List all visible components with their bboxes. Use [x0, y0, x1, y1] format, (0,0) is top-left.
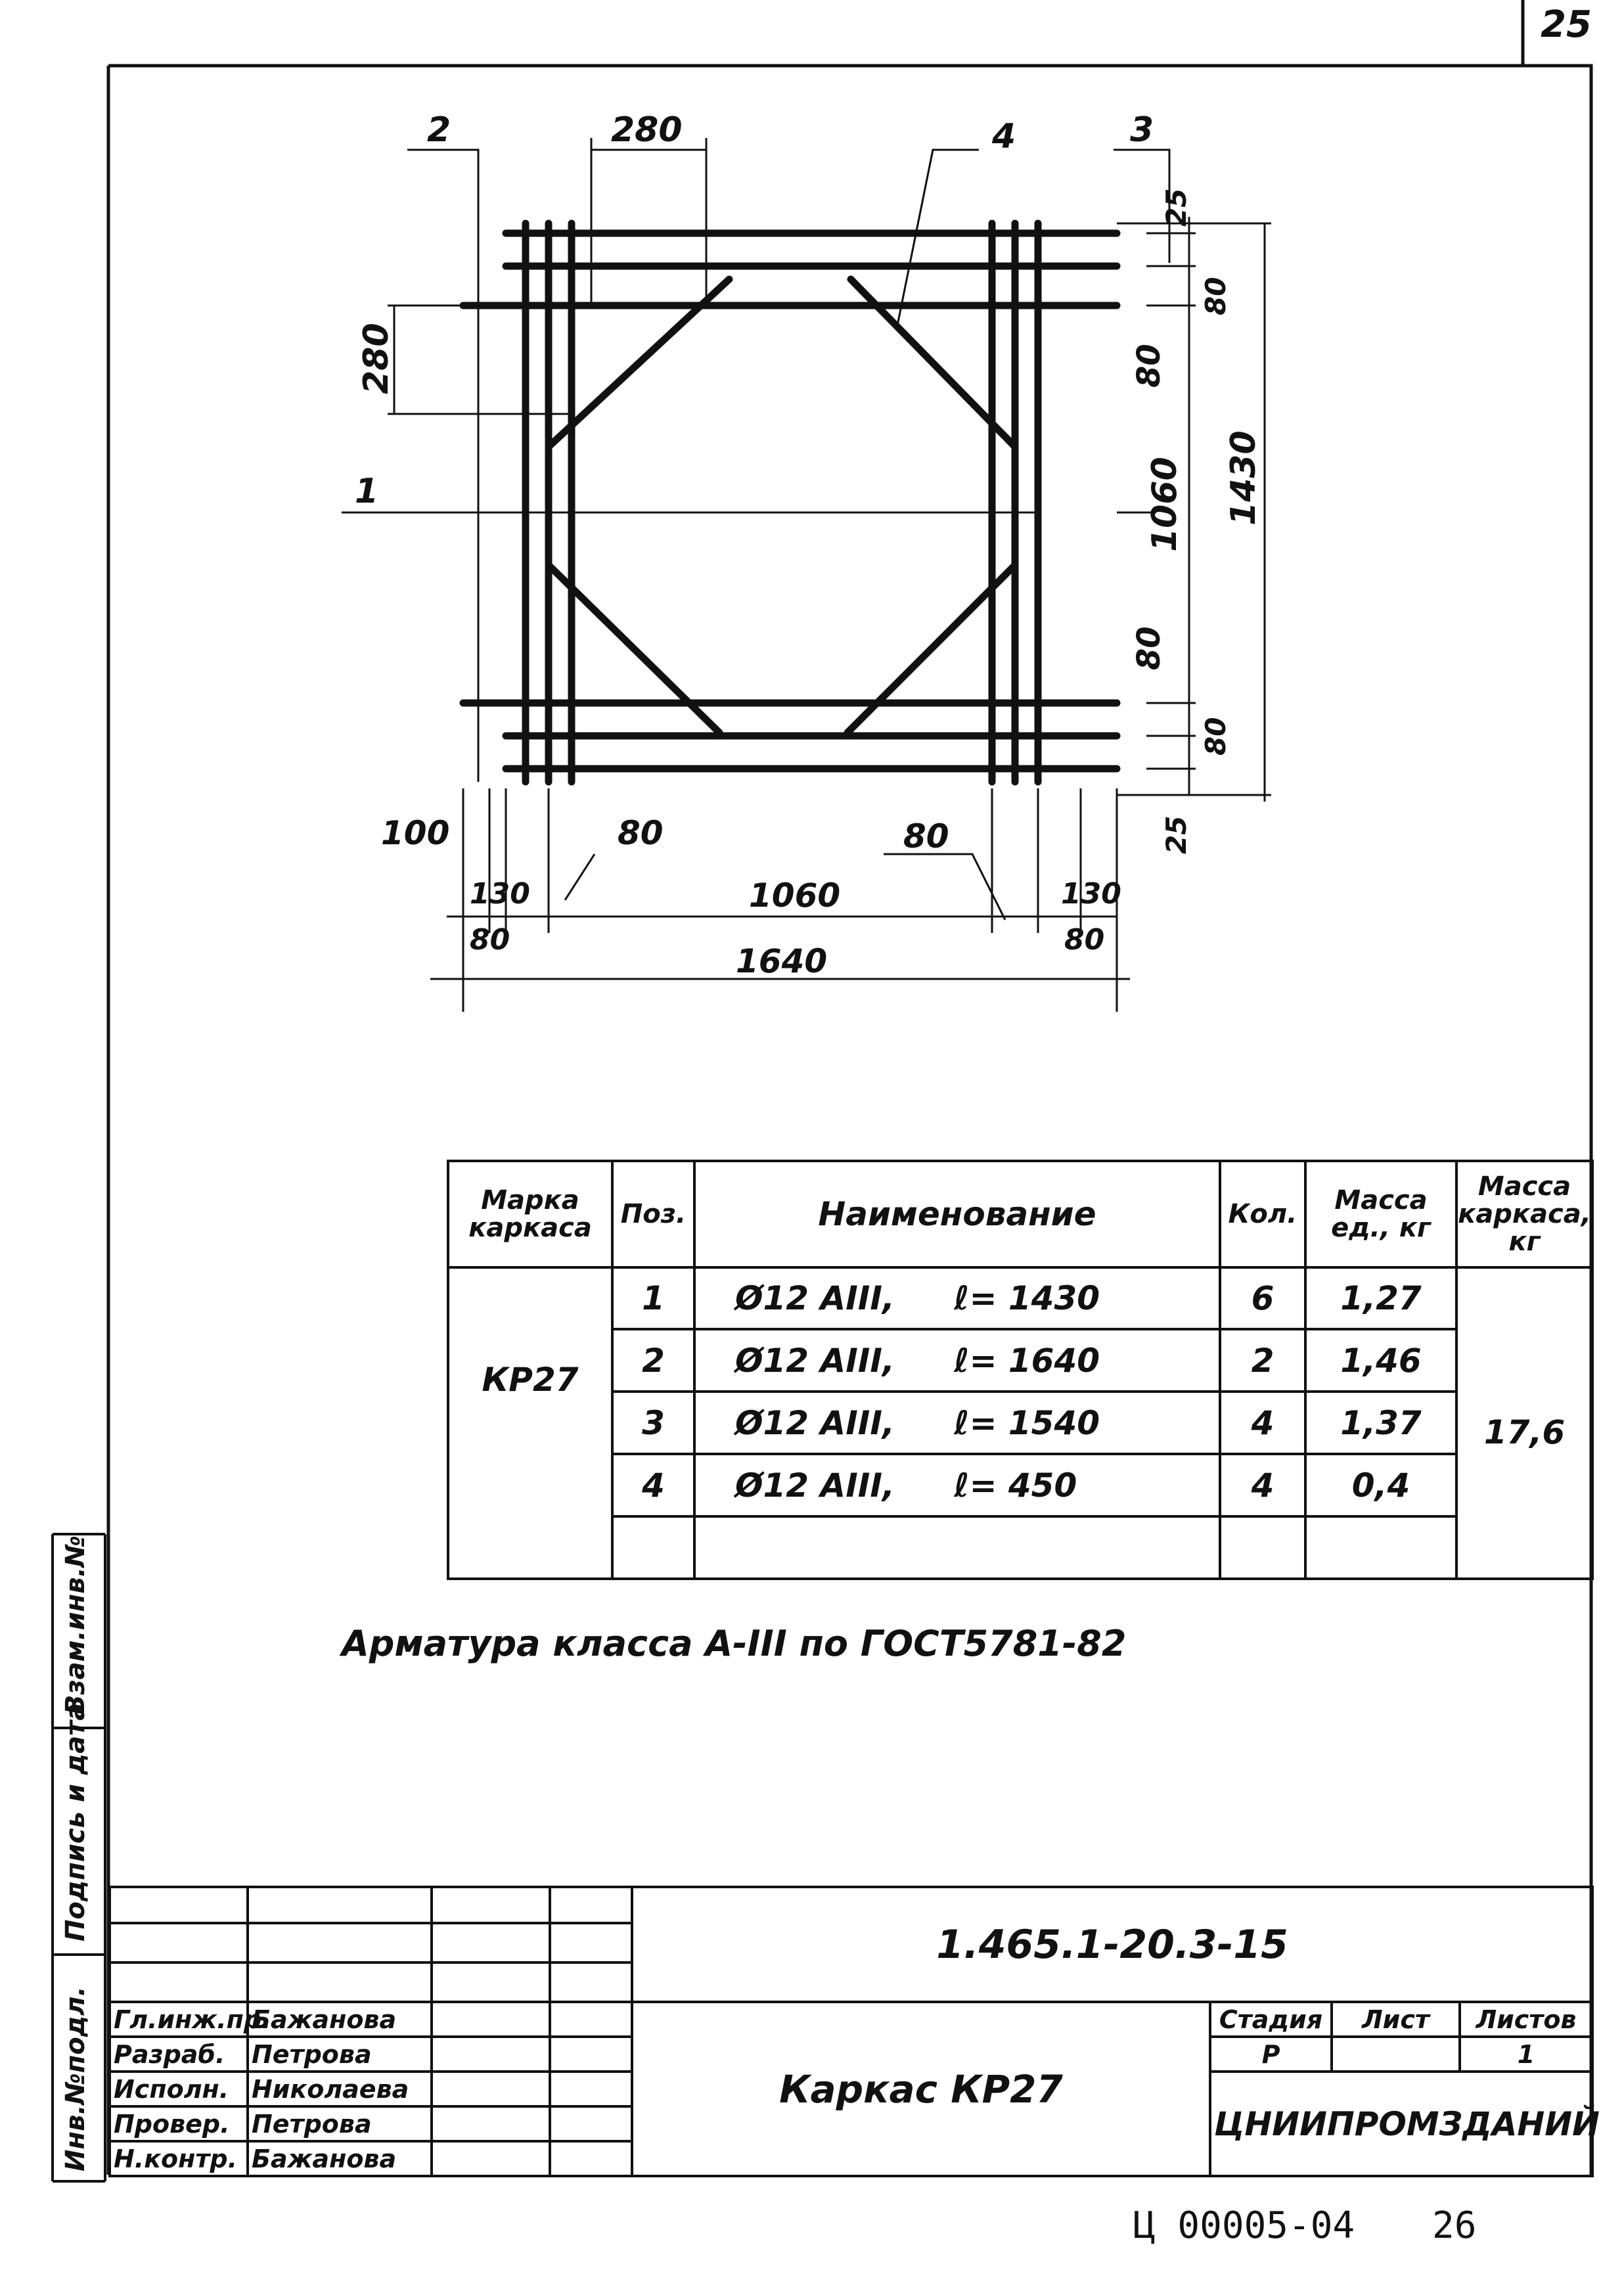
- unit-mass-cell: 1,27: [1305, 1267, 1456, 1330]
- staff-role: Разраб.: [110, 2037, 248, 2072]
- staff-role: Провер.: [110, 2106, 248, 2141]
- organization: ЦНИИПРОМЗДАНИЙ: [1214, 2104, 1600, 2143]
- staff-signature: [432, 2002, 550, 2037]
- staff-role: Исполн.: [110, 2072, 248, 2106]
- staff-name: Бажанова: [248, 2002, 432, 2037]
- staff-role: Н.контр.: [110, 2141, 248, 2176]
- staff-name: Петрова: [248, 2037, 432, 2072]
- qty-cell: 6: [1220, 1267, 1305, 1330]
- stage-label: Стадия: [1210, 2002, 1332, 2037]
- rebar-note: Арматура класса А-III по ГОСТ5781-82: [342, 1623, 1127, 1664]
- side-stamp-sign-date: Подпись и дата: [60, 1702, 91, 1941]
- frame-mark-cell: КР27: [448, 1267, 612, 1579]
- sheets-label: Листов: [1460, 2002, 1592, 2037]
- dim-bottom-130-left: 130: [470, 877, 530, 911]
- staff-name: Николаева: [248, 2072, 432, 2106]
- sheet-value: [1332, 2037, 1460, 2072]
- dim-right-80-inner-top: 80: [1131, 344, 1167, 388]
- qty-cell: 4: [1220, 1392, 1305, 1454]
- col-unit-mass-header: Масса ед., кг: [1305, 1161, 1456, 1267]
- pos-cell: 4: [612, 1454, 694, 1516]
- dim-left-280: 280: [357, 323, 396, 394]
- col-qty-header: Кол.: [1220, 1161, 1305, 1267]
- doc-code: 1.465.1-20.3-15: [936, 1921, 1288, 1968]
- specification-table: [447, 1160, 1594, 1580]
- col-frame-mass-header: Масса каркаса, кг: [1456, 1161, 1592, 1267]
- unit-mass-cell: 1,37: [1305, 1392, 1456, 1454]
- diagonal-bars: [549, 279, 1015, 733]
- footer-page: 26: [1432, 2204, 1477, 2247]
- pos-label-2: 2: [427, 110, 451, 150]
- side-stamp-inv-no: Инв.№подл.: [60, 1986, 91, 2171]
- dim-bottom-80-left: 80: [470, 923, 510, 957]
- table-row: [448, 1392, 1592, 1454]
- stage-value: Р: [1210, 2037, 1332, 2072]
- footer-code: Ц 00005-04: [1133, 2204, 1355, 2247]
- dim-right-25-bottom: 25: [1160, 815, 1192, 854]
- frame-mass-cell: 17,6: [1456, 1267, 1592, 1579]
- side-stamp-replace-inv: Взам.инв.№: [60, 1535, 91, 1715]
- horizontal-bars: [463, 233, 1117, 769]
- dim-bottom-130-right: 130: [1061, 877, 1121, 911]
- dim-right-25-top: 25: [1160, 188, 1192, 227]
- pos-cell: 2: [612, 1329, 694, 1392]
- org-cell: [1210, 2072, 1600, 2176]
- qty-cell: 2: [1220, 1329, 1305, 1392]
- title-block: [108, 1886, 1600, 2177]
- sheets-value: 1: [1460, 2037, 1592, 2072]
- table-row: [448, 1267, 1592, 1330]
- dim-right-1060: 1060: [1145, 457, 1184, 552]
- pos-cell: 1: [612, 1267, 694, 1330]
- drawing-title-cell: [632, 2002, 1210, 2176]
- dim-right-80-inner-bottom: 80: [1131, 626, 1167, 670]
- staff-signature: [432, 2072, 550, 2106]
- name-cell: Ø12 АIII, ℓ= 1540: [694, 1392, 1220, 1454]
- name-cell: Ø12 АIII, ℓ= 1640: [694, 1329, 1220, 1392]
- name-cell: Ø12 АIII, ℓ= 1430: [694, 1267, 1220, 1330]
- dim-bottom-1060: 1060: [749, 876, 841, 915]
- dim-bottom-100: 100: [381, 814, 450, 852]
- col-mark-header: Марка каркаса: [448, 1161, 612, 1267]
- dim-bottom-80-right: 80: [1064, 923, 1105, 957]
- dim-right-80-bottom: 80: [1200, 717, 1232, 756]
- spec-header-row: [448, 1161, 1592, 1267]
- staff-signature: [432, 2141, 550, 2176]
- table-row-empty: [448, 1516, 1592, 1579]
- name-cell: Ø12 АIII, ℓ= 450: [694, 1454, 1220, 1516]
- table-row: [448, 1329, 1592, 1392]
- dim-top-280: 280: [611, 110, 683, 150]
- drawing-title: Каркас КР27: [779, 2066, 1063, 2112]
- staff-name: Бажанова: [248, 2141, 432, 2176]
- col-pos-header: Поз.: [612, 1161, 694, 1267]
- staff-signature: [432, 2106, 550, 2141]
- pos-label-4: 4: [992, 117, 1016, 156]
- staff-row: [110, 2002, 1592, 2037]
- staff-name: Петрова: [248, 2106, 432, 2141]
- table-row: [448, 1454, 1592, 1516]
- qty-cell: 4: [1220, 1454, 1305, 1516]
- doc-code-cell: [632, 1887, 1592, 2002]
- dim-right-1430: 1430: [1224, 430, 1263, 526]
- col-name-header: Наименование: [694, 1161, 1220, 1267]
- staff-signature: [432, 2037, 550, 2072]
- pos-label-1: 1: [355, 472, 379, 511]
- sheet-label: Лист: [1332, 2002, 1460, 2037]
- dim-bottom-1640: 1640: [736, 942, 828, 980]
- dimension-text: [355, 110, 1263, 980]
- staff-role: Гл.инж.пр.: [110, 2002, 248, 2037]
- sheet-frame: [108, 0, 1591, 2175]
- dim-right-80-top: 80: [1200, 277, 1232, 315]
- dim-bottom-80-right-inner: 80: [903, 817, 949, 855]
- unit-mass-cell: 1,46: [1305, 1329, 1456, 1392]
- dim-bottom-80-left-inner: 80: [618, 814, 664, 852]
- pos-label-3: 3: [1130, 110, 1154, 150]
- page-number-top: 25: [1541, 3, 1592, 46]
- pos-cell: 3: [612, 1392, 694, 1454]
- unit-mass-cell: 0,4: [1305, 1454, 1456, 1516]
